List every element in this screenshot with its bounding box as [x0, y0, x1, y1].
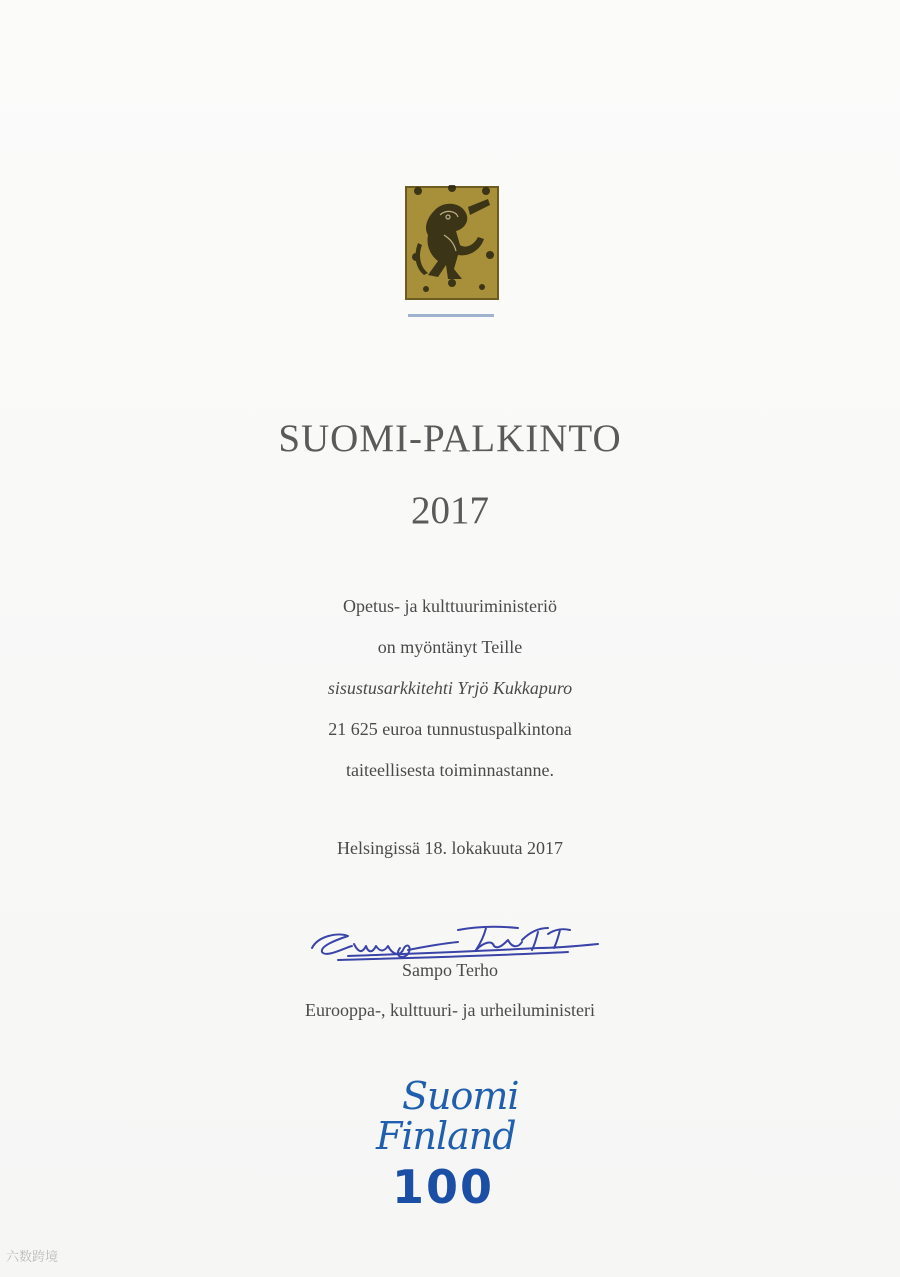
signature-icon: [308, 918, 604, 966]
signer-name: Sampo Terho: [402, 960, 498, 980]
signer-title: Eurooppa-, kulttuuri- ja urheiluministeri: [305, 1000, 595, 1020]
watermark: 六数跨境: [6, 1250, 59, 1265]
place-date: Helsingissä 18. lokakuuta 2017: [337, 838, 563, 858]
logo-suomi-text: Suomi: [402, 1074, 519, 1118]
award-line-granted: on myöntänyt Teille: [377, 637, 523, 657]
award-reason: taiteellisesta toiminnastanne.: [346, 760, 554, 780]
award-amount: 21 625 euroa tunnustuspalkintona: [328, 719, 572, 739]
logo-finland-text: Finland: [376, 1114, 516, 1158]
award-text: [0, 592, 900, 797]
certificate-title: SUOMI-PALKINTO: [278, 417, 622, 460]
recipient-name: sisustusarkkitehti Yrjö Kukkapuro: [327, 678, 573, 698]
certificate-year: 2017: [411, 489, 489, 532]
suomi-finland-100-logo: [362, 1074, 538, 1214]
emblem-underline: [408, 314, 494, 317]
coat-of-arms-icon: [404, 185, 500, 301]
logo-100-text: 100: [392, 1160, 495, 1214]
award-line-ministry: Opetus- ja kulttuuriministeriö: [343, 596, 557, 616]
